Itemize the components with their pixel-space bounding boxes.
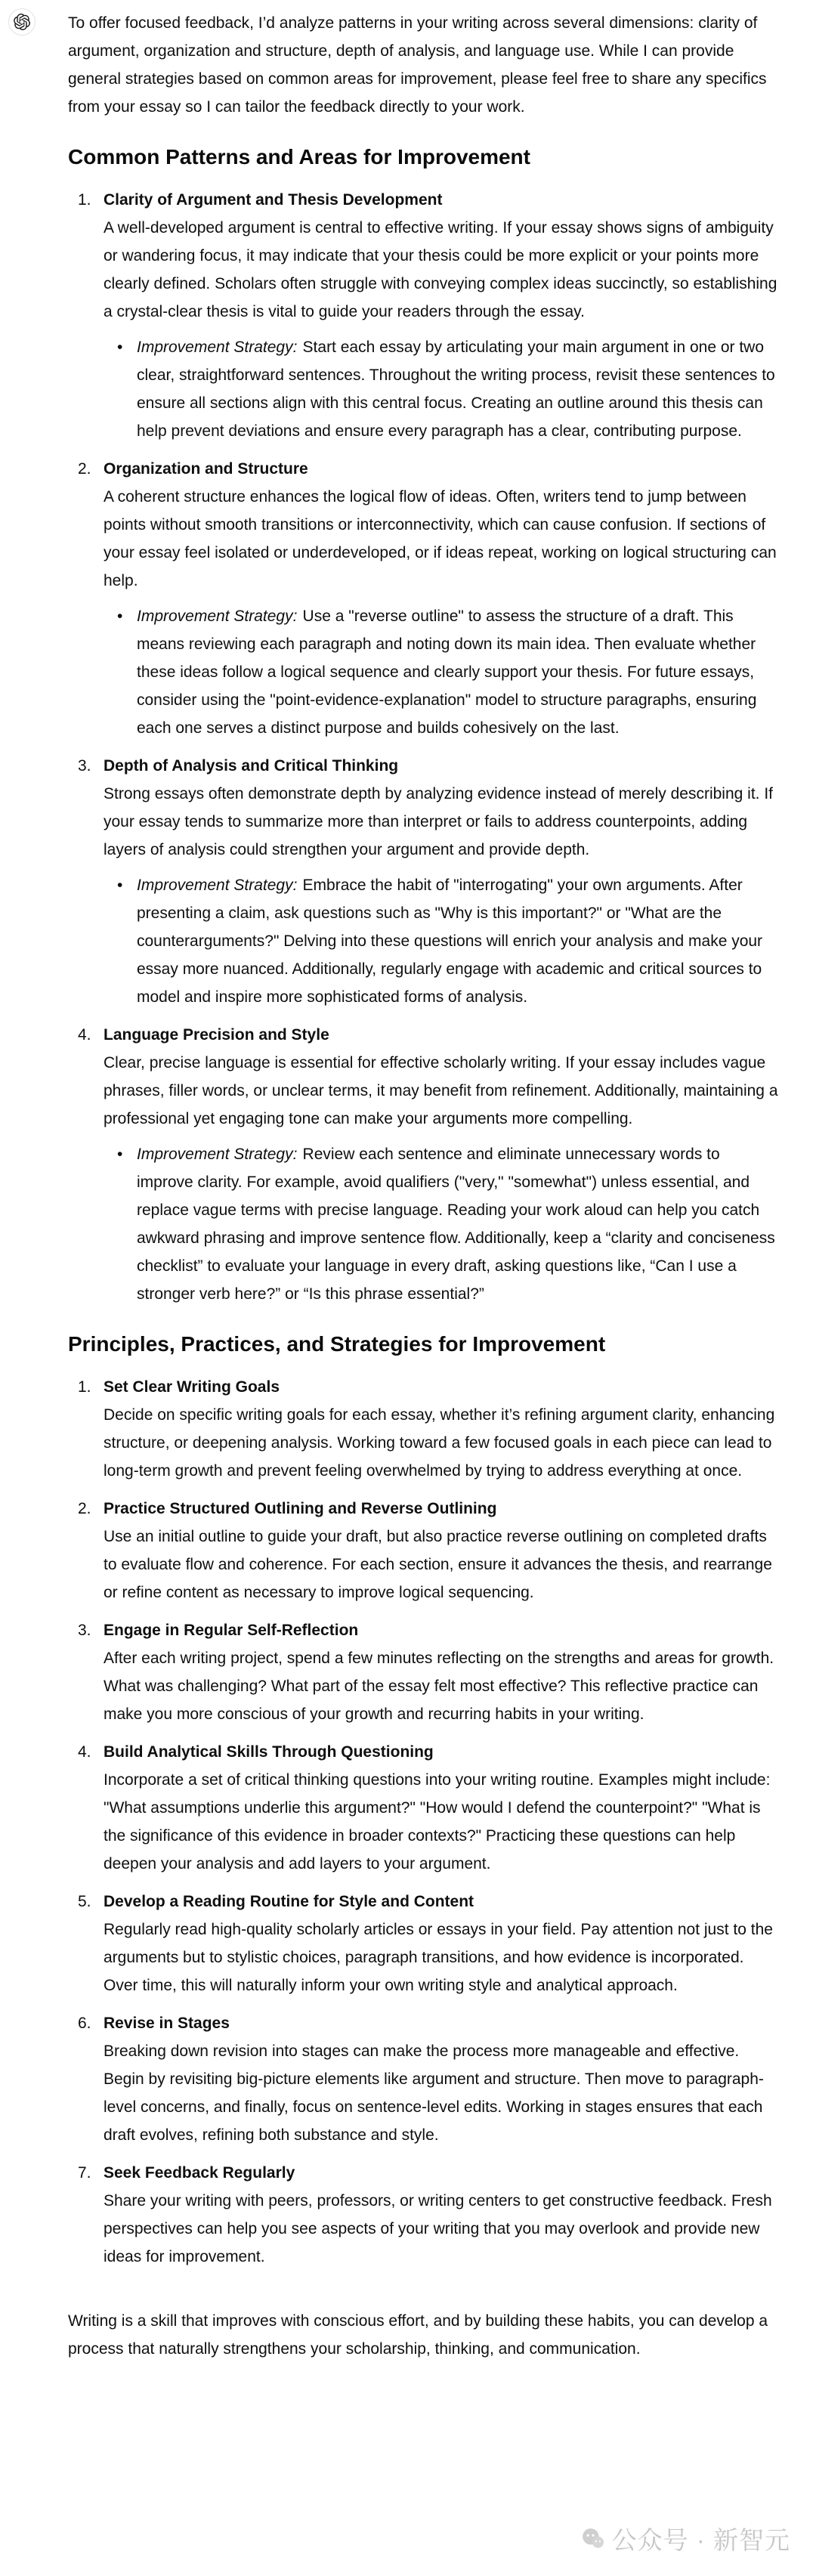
list-item	[68, 2159, 778, 2271]
message-content	[68, 9, 778, 2363]
strategy-label: Improvement Strategy:	[137, 1146, 298, 1163]
item-number: 4.	[78, 1743, 91, 1761]
list-item	[68, 1888, 778, 1999]
list-item	[68, 1373, 778, 1485]
item-title: Develop a Reading Routine for Style and Content	[104, 1893, 474, 1910]
improvement-strategy-bullet	[104, 871, 778, 1011]
item-content	[104, 752, 778, 1011]
item-number: 4.	[78, 1026, 91, 1044]
assistant-avatar	[8, 8, 36, 36]
watermark-text: 公众号 · 新智元	[611, 2526, 790, 2554]
intro-paragraph: To offer focused feedback, I’d analyze patterns in your writing across several dimensions: clarity of argument, organization and structure, depth of analysis, and language use. While I can provide general strategies based on common areas for improvement, please feel free to share any specifics from your essay so I can tailor the feedback directly to your work.	[68, 14, 767, 116]
item-content	[104, 1738, 778, 1878]
item-body: Share your writing with peers, professors, or writing centers to get constructive feedback. Fresh perspectives can help you see aspects of your writing that you may overlook and provide new ideas for improvement.	[104, 2192, 772, 2265]
item-title: Engage in Regular Self-Reflection	[104, 1622, 359, 1639]
item-title: Organization and Structure	[104, 460, 308, 478]
bullet-icon: •	[117, 1146, 123, 1163]
bullet-icon: •	[117, 877, 123, 894]
item-number: 6.	[78, 2015, 91, 2032]
list-item	[68, 1495, 778, 1607]
item-body: Strong essays often demonstrate depth by analyzing evidence instead of merely describing it. If your essay tends to summarize more than interpret or fails to address counterpoints, adding layers of analysis could strengthen your argument and provide depth.	[104, 785, 773, 858]
item-title: Language Precision and Style	[104, 1026, 329, 1044]
strategy-content	[137, 871, 778, 1011]
item-title: Clarity of Argument and Thesis Development	[104, 191, 443, 209]
item-number: 1.	[78, 1378, 91, 1396]
strategy-text: Embrace the habit of "interrogating" your own arguments. After presenting a claim, ask questions such as "Why is this important?" or "What are the counterarguments?" Delving into these questions will enrich your analysis and make your essay more nuanced. Additionally, regularly engage with academic and critical sources to model and inspire more sophisticated forms of analysis.	[137, 877, 763, 1006]
item-number: 1.	[78, 191, 91, 209]
item-body: Incorporate a set of critical thinking questions into your writing routine. Examples might include: "What assumptions underlie this argument?" "How would I defend the counterpoint?" "What is the significance of this evidence in broader contexts?" Practicing these questions can help deepen your analysis and add layers to your argument.	[104, 1771, 771, 1872]
item-number: 2.	[78, 460, 91, 478]
item-content	[104, 1373, 778, 1485]
item-body: Use an initial outline to guide your draft, but also practice reverse outlining on completed drafts to evaluate flow and coherence. For each section, ensure it advances the thesis, and rearrange or refine content as necessary to improve logical sequencing.	[104, 1528, 772, 1601]
item-title: Practice Structured Outlining and Reverse Outlining	[104, 1500, 497, 1517]
item-body: Decide on specific writing goals for each essay, whether it’s refining argument clarity, enhancing structure, or deepening analysis. Working toward a few focused goals in each piece can lead to long-term growth and prevent feeling overwhelmed by trying to address everything at once.	[104, 1406, 775, 1480]
list-item	[68, 186, 778, 445]
strategy-text: Review each sentence and eliminate unnecessary words to improve clarity. For example, avoid qualifiers ("very," "somewhat") unless essential, and replace vague terms with precise language. Reading your work aloud can help you catch awkward phrasing and improve sentence flow. Additionally, keep a “clarity and conciseness checklist” to evaluate your language in every draft, asking questions like, “Can I use a stronger verb here?” or “Is this phrase essential?”	[137, 1146, 775, 1303]
item-body: After each writing project, spend a few minutes reflecting on the strengths and areas for growth. What was challenging? What part of the essay felt most effective? This reflective practice can make you more conscious of your growth and recurring habits in your writing.	[104, 1650, 774, 1723]
strategy-text: Start each essay by articulating your main argument in one or two clear, straightforward sentences. Throughout the writing process, revisit these sentences to ensure all sections align with this central focus. Creating an outline around this thesis can help prevent deviations and ensure every paragraph has a clear, contributing purpose.	[137, 339, 775, 440]
item-content	[104, 2009, 778, 2149]
bullet-icon: •	[117, 339, 123, 356]
item-body: A well-developed argument is central to effective writing. If your essay shows signs of ambiguity or wandering focus, it may indicate that your thesis could be more explicit or your points more clearly defined. Scholars often struggle with conveying complex ideas succinctly, so establishing a crystal-clear thesis is vital to guide your readers through the essay.	[104, 219, 777, 320]
list-item	[68, 2009, 778, 2149]
item-content	[104, 455, 778, 742]
closing-paragraph: Writing is a skill that improves with conscious effort, and by building these habits, you can develop a process that naturally strengthens your scholarship, thinking, and communication.	[68, 2312, 768, 2358]
strategy-content	[137, 1140, 778, 1308]
strategy-label: Improvement Strategy:	[137, 608, 298, 625]
item-content	[104, 1021, 778, 1308]
strategy-content	[137, 602, 778, 742]
item-content	[104, 1616, 778, 1728]
openai-logo-icon	[14, 14, 30, 30]
wechat-icon	[582, 2528, 604, 2550]
sections-container	[68, 142, 778, 2271]
strategy-text: Use a "reverse outline" to assess the structure of a draft. This means reviewing each paragraph and noting down its main idea. Then evaluate whether these ideas follow a logical sequence and clearly support your thesis. For future essays, consider using the "point-evidence-explanation" model to structure paragraphs, ensuring each one serves a distinct purpose and builds cohesively on the last.	[137, 608, 757, 737]
list-item	[68, 1021, 778, 1308]
section-heading: Principles, Practices, and Strategies for Improvement	[68, 1332, 606, 1356]
strategy-content	[137, 333, 778, 445]
item-content	[104, 1495, 778, 1607]
item-number: 7.	[78, 2164, 91, 2182]
list-item	[68, 1616, 778, 1728]
strategy-label: Improvement Strategy:	[137, 877, 298, 894]
item-title: Build Analytical Skills Through Questioning	[104, 1743, 434, 1761]
bullet-icon: •	[117, 608, 123, 625]
item-number: 2.	[78, 1500, 91, 1517]
list-item	[68, 1738, 778, 1878]
item-title: Revise in Stages	[104, 2015, 230, 2032]
improvement-strategy-bullet	[104, 1140, 778, 1308]
item-title: Set Clear Writing Goals	[104, 1378, 280, 1396]
strategy-label: Improvement Strategy:	[137, 339, 298, 356]
item-body: Regularly read high-quality scholarly articles or essays in your field. Pay attention not just to the arguments but to stylistic choices, paragraph transitions, and how evidence is incorporated. Over time, this will naturally inform your own writing style and analytical approach.	[104, 1921, 773, 1994]
improvement-strategy-bullet	[104, 602, 778, 742]
item-content	[104, 2159, 778, 2271]
item-number: 5.	[78, 1893, 91, 1910]
item-title: Seek Feedback Regularly	[104, 2164, 295, 2182]
numbered-list	[68, 186, 778, 1308]
item-body: A coherent structure enhances the logical flow of ideas. Often, writers tend to jump between points without smooth transitions or interconnectivity, which can cause confusion. If sections of your essay feel isolated or underdeveloped, or if ideas repeat, working on logical structuring can help.	[104, 488, 777, 589]
item-number: 3.	[78, 757, 91, 775]
item-content	[104, 186, 778, 445]
numbered-list	[68, 1373, 778, 2271]
watermark	[582, 2521, 790, 2556]
improvement-strategy-bullet	[104, 333, 778, 445]
item-title: Depth of Analysis and Critical Thinking	[104, 757, 399, 775]
list-item	[68, 455, 778, 742]
item-body: Clear, precise language is essential for effective scholarly writing. If your essay includes vague phrases, filler words, or unclear terms, it may benefit from refinement. Additionally, maintaining a professional yet engaging tone can make your arguments more compelling.	[104, 1054, 778, 1127]
item-content	[104, 1888, 778, 1999]
item-body: Breaking down revision into stages can make the process more manageable and effective. Begin by revisiting big-picture elements like argument and structure. Then move to paragraph-level concerns, and finally, focus on sentence-level edits. Working in stages ensures that each draft evolves, refining both substance and style.	[104, 2043, 764, 2144]
section-heading: Common Patterns and Areas for Improvement	[68, 145, 530, 169]
list-item	[68, 752, 778, 1011]
item-number: 3.	[78, 1622, 91, 1639]
